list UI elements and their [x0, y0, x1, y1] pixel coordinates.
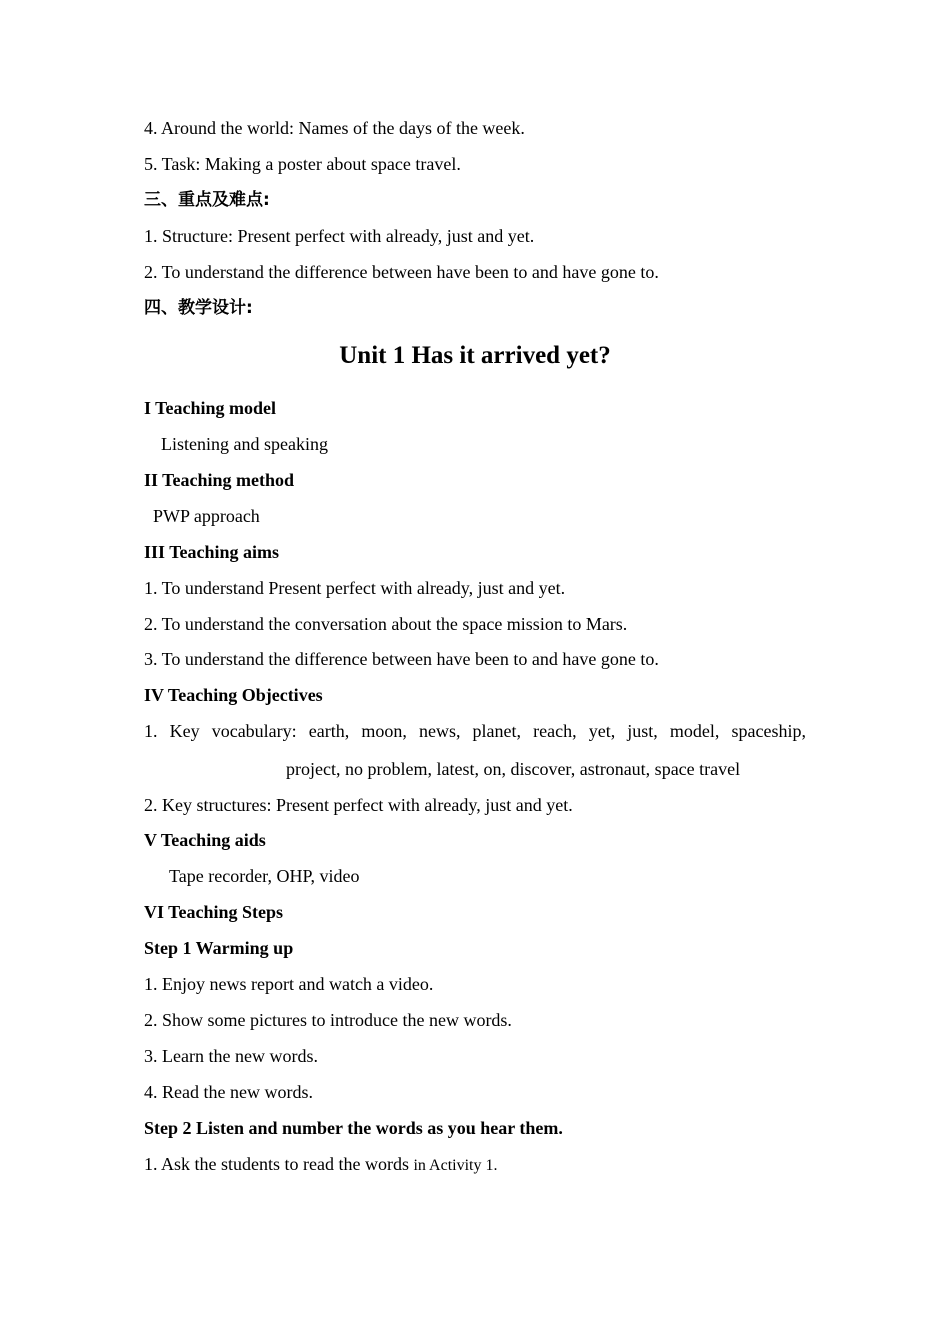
- list-item: 1. To understand Present perfect with already, just and yet.: [144, 578, 566, 598]
- section-heading-key-points: 三、重点及难点:: [144, 190, 270, 210]
- list-item: 2. To understand the difference between have been to and have gone to.: [144, 262, 659, 282]
- section-heading-teaching-design: 四、教学设计:: [144, 298, 253, 318]
- page-title: Unit 1 Has it arrived yet?: [339, 342, 611, 369]
- list-item: 4. Read the new words.: [144, 1082, 313, 1102]
- list-item: 1. Structure: Present perfect with already, just and yet.: [144, 226, 535, 246]
- list-item-tail-text: in Activity 1.: [413, 1157, 498, 1174]
- list-item-continuation: project, no problem, latest, on, discover, astronaut, space travel: [286, 759, 741, 779]
- list-item-main-text: 1. Ask the students to read the words: [144, 1154, 414, 1174]
- list-item: [144, 1153, 497, 1177]
- list-item: 2. To understand the conversation about the space mission to Mars.: [144, 614, 628, 634]
- list-item: 2. Show some pictures to introduce the new words.: [144, 1010, 512, 1030]
- section-heading-teaching-model: I Teaching model: [144, 398, 277, 418]
- list-item: 5. Task: Making a poster about space travel.: [144, 154, 461, 174]
- section-heading-teaching-objectives: IV Teaching Objectives: [144, 685, 323, 705]
- list-item: 1. Key vocabulary: earth, moon, news, planet, reach, yet, just, model, spaceship,: [144, 721, 806, 741]
- section-body: PWP approach: [153, 506, 260, 526]
- list-item: 1. Enjoy news report and watch a video.: [144, 974, 434, 994]
- list-item: 3. Learn the new words.: [144, 1046, 318, 1066]
- section-heading-teaching-aids: V Teaching aids: [144, 830, 266, 850]
- section-heading-teaching-aims: III Teaching aims: [144, 542, 280, 562]
- section-heading-teaching-method: II Teaching method: [144, 470, 295, 490]
- list-item: 3. To understand the difference between have been to and have gone to.: [144, 649, 659, 669]
- list-item: 4. Around the world: Names of the days of the week.: [144, 118, 525, 138]
- section-body: Listening and speaking: [161, 434, 328, 454]
- step-heading-warming-up: Step 1 Warming up: [144, 938, 294, 958]
- section-body: Tape recorder, OHP, video: [169, 866, 360, 886]
- step-heading-listen-and-number: Step 2 Listen and number the words as you hear them.: [144, 1118, 563, 1138]
- list-item: 2. Key structures: Present perfect with already, just and yet.: [144, 795, 573, 815]
- section-heading-teaching-steps: VI Teaching Steps: [144, 902, 284, 922]
